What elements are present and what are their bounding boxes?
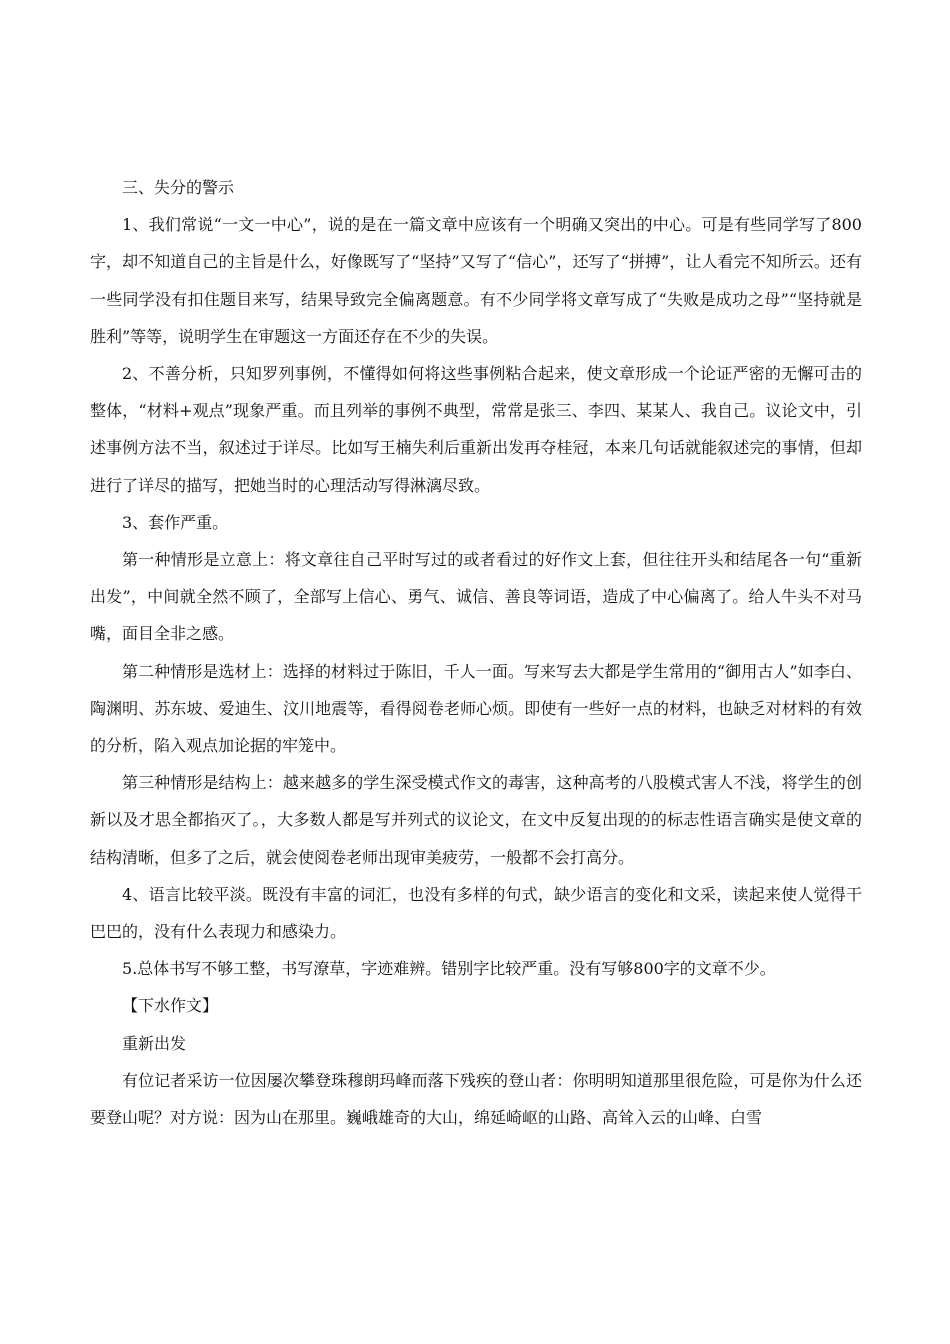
- paragraph-point-2: 2、不善分析，只知罗列事例，不懂得如何将这些事例粘合起来，使文章形成一个论证严密的无懈可击的整体，“材料+观点”现象严重。而且列举的事例不典型，常常是张三、李四、某某人、我自己。议论文中，引述事例方法不当，叙述过于详尽。比如写王楠失利后重新出发再夺桂冠，本来几句话就能叙述完的事情，但却进行了详尽的描写，把她当时的心理活动写得淋漓尽致。: [90, 364, 862, 495]
- section-heading-loss-warnings: 三、失分的警示: [122, 178, 235, 197]
- paragraph-case-3: 第三种情形是结构上：越来越多的学生深受模式作文的毒害，这种高考的八股模式害人不浅，将学生的创新以及才思全都掐灭了。，大多数人都是写并列式的议论文，在文中反复出现的的标志性语言确实是使文章的结构清晰，但多了之后，就会使阅卷老师出现审美疲劳，一般都不会打高分。: [90, 773, 862, 867]
- paragraph-point-3: 3、套作严重。: [122, 512, 229, 532]
- paragraph-point-4: 4、语言比较平淡。既没有丰富的词汇，也没有多样的句式，缺少语言的变化和文采，读起来使人觉得干巴巴的，没有什么表现力和感染力。: [90, 884, 862, 942]
- section-heading-sample-essay: 【下水作文】: [122, 996, 219, 1016]
- paragraph-point-5: 5.总体书写不够工整，书写潦草，字迹难辨。错别字比较严重。没有写够800字的文章不少。: [122, 959, 776, 979]
- document-body: [90, 169, 862, 1136]
- essay-paragraph: 有位记者采访一位因屡次攀登珠穆朗玛峰而落下残疾的登山者：你明明知道那里很危险，可是你为什么还要登山呢？对方说：因为山在那里。巍峨雄奇的大山，绵延崎岖的山路、高耸入云的山峰、白雪: [90, 1070, 862, 1128]
- essay-title: 重新出发: [122, 1033, 187, 1053]
- paragraph-case-1: 第一种情形是立意上：将文章往自己平时写过的或者看过的好作文上套，但往往开头和结尾各一句“重新出发”，中间就全然不顾了，全部写上信心、勇气、诚信、善良等词语，造成了中心偏离了。给人牛头不对马嘴，面目全非之感。: [90, 550, 862, 644]
- paragraph-case-2: 第二种情形是选材上：选择的材料过于陈旧，千人一面。写来写去大都是学生常用的“御用古人”如李白、陶渊明、苏东坡、爱迪生、汶川地震等，看得阅卷老师心烦。即使有一些好一点的材料，也缺乏对材料的有效的分析，陷入观点加论据的牢笼中。: [90, 661, 862, 756]
- paragraph-point-1: 1、我们常说“一文一中心”，说的是在一篇文章中应该有一个明确又突出的中心。可是有些同学写了800字，却不知道自己的主旨是什么，好像既写了“坚持”又写了“信心”，还写了“拼搏”，让人看完不知所云。还有一些同学没有扣住题目来写，结果导致完全偏离题意。有不少同学将文章写成了“失败是成功之母”“坚持就是胜利”等等，说明学生在审题这一方面还存在不少的失误。: [90, 215, 862, 346]
